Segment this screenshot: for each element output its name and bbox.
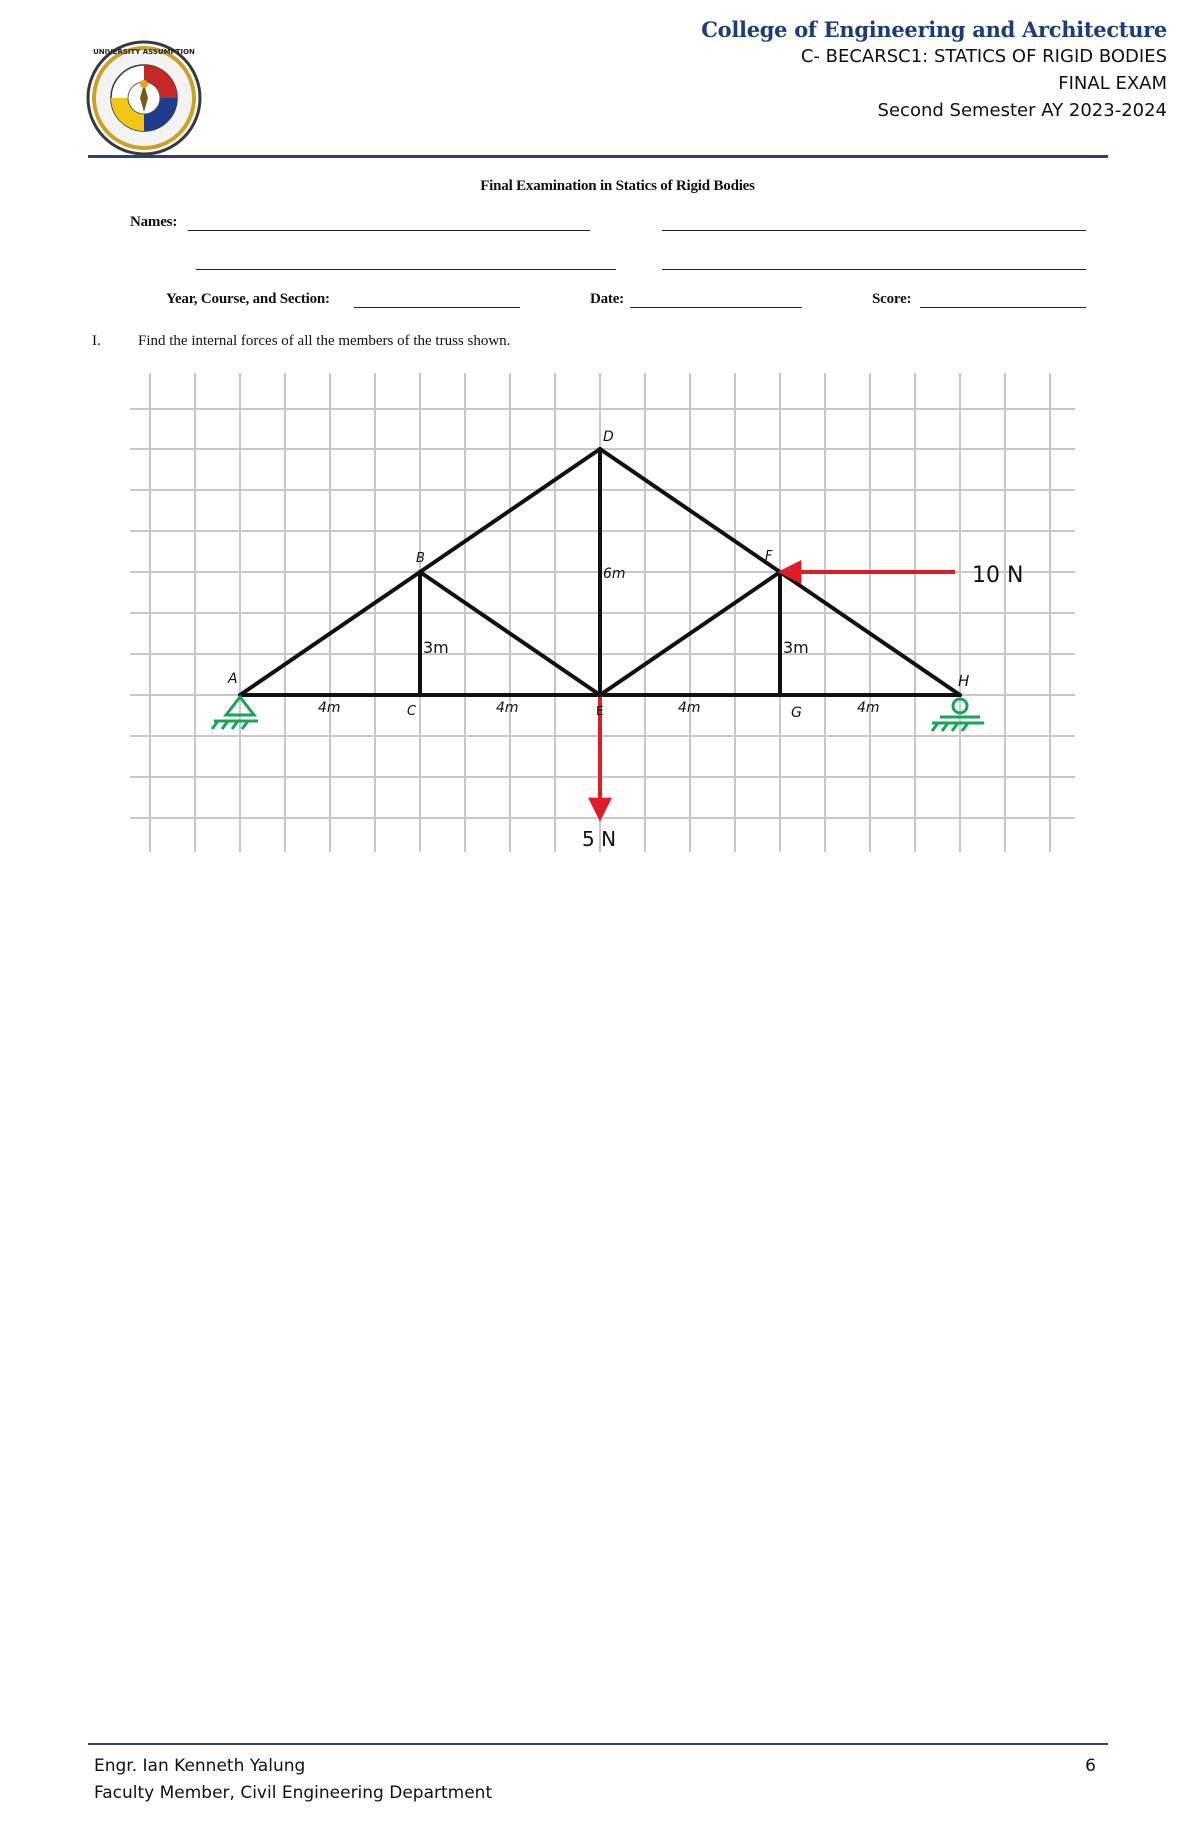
- college-name: College of Engineering and Architecture: [701, 17, 1167, 42]
- span-label-gh: 4m: [857, 700, 880, 716]
- joint-label-e: E: [596, 704, 604, 718]
- page-number: 6: [1085, 1756, 1096, 1776]
- joint-label-h: H: [958, 672, 970, 690]
- question-number: I.: [92, 333, 101, 349]
- semester: Second Semester AY 2023-2024: [877, 100, 1167, 121]
- span-label-ce: 4m: [496, 700, 519, 716]
- svg-text:UNIVERSITY ASSUMPTION: UNIVERSITY ASSUMPTION: [93, 48, 195, 56]
- exam-title: Final Examination in Statics of Rigid Bodies: [480, 178, 755, 194]
- exam-type: FINAL EXAM: [1058, 73, 1167, 94]
- span-label-ac: 4m: [318, 700, 341, 716]
- footer-name: Engr. Ian Kenneth Yalung: [94, 1756, 306, 1776]
- height-label-fg: 3m: [783, 638, 809, 657]
- footer-divider: [88, 1743, 1108, 1745]
- date-label: Date:: [590, 291, 624, 307]
- question-text: Find the internal forces of all the members of the truss shown.: [138, 333, 511, 349]
- height-label-bc: 3m: [423, 638, 449, 657]
- joint-label-f: F: [765, 549, 773, 564]
- pin-support-a: [212, 697, 258, 729]
- roller-support-h: [932, 699, 984, 731]
- vertical-load-label: 5 N: [582, 827, 617, 851]
- course-code: C- BECARSC1: STATICS OF RIGID BODIES: [800, 46, 1167, 67]
- joint-label-a: A: [228, 671, 238, 687]
- footer-role: Faculty Member, Civil Engineering Department: [94, 1783, 493, 1803]
- score-label: Score:: [872, 291, 912, 307]
- horizontal-load-label: 10 N: [972, 563, 1024, 588]
- joint-label-b: B: [416, 551, 425, 566]
- year-course-section-label: Year, Course, and Section:: [166, 291, 330, 307]
- joint-label-g: G: [791, 705, 802, 721]
- joint-label-c: C: [407, 704, 417, 719]
- span-label-eg: 4m: [678, 700, 701, 716]
- height-label-de: 6m: [603, 566, 626, 582]
- joint-label-d: D: [603, 429, 614, 445]
- names-label: Names:: [130, 214, 178, 230]
